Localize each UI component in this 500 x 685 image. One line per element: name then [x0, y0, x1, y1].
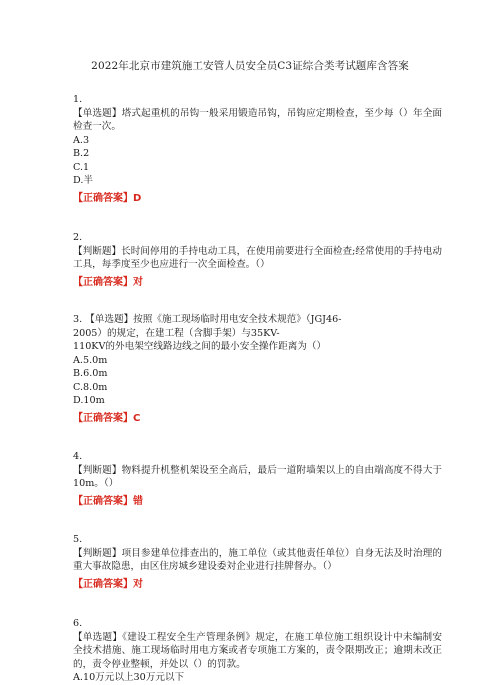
question-number: 5. — [73, 534, 83, 545]
option-c: C.1 — [73, 161, 90, 173]
correct-answer: 【正确答案】错 — [73, 495, 143, 507]
question-text-line-2: 2005）的规定，在建工程（含脚手架）与35KV- — [73, 327, 280, 339]
question-3 — [73, 313, 442, 425]
question-6 — [73, 617, 442, 685]
question-text: 【判断题】物料提升机整机架设至全高后，最后一道附墙架以上的自由端高度不得大于10m。（） — [73, 464, 442, 489]
question-number: 3. — [73, 314, 83, 325]
question-2 — [73, 231, 442, 289]
correct-answer: 【正确答案】对 — [73, 276, 143, 288]
option-d: D.半 — [73, 175, 93, 186]
option-a: A.5.0m — [73, 354, 108, 366]
question-text: 【单选题】《建设工程安全生产管理条例》规定，在施工单位施工组织设计中未编制安全技术措施、施工现场临时用电方案或者专项施工方案的，责令限期改正；逾期未改正的，责令停业整顿，并处以（）的罚款。 — [73, 631, 442, 670]
question-text-line-1 — [73, 313, 442, 327]
question-number: 6. — [73, 618, 83, 629]
correct-answer: 【正确答案】对 — [73, 578, 143, 590]
question-4 — [73, 450, 442, 508]
option-d: D.10m — [73, 395, 105, 406]
question-text: 【单选题】塔式起重机的吊钩一般采用锻造吊钩，吊钩应定期检查，至少每（）年全面检查一次。 — [73, 107, 442, 132]
correct-answer: 【正确答案】C — [73, 412, 141, 424]
correct-answer: 【正确答案】D — [73, 192, 142, 204]
question-text: 【判断题】项目参建单位排查出的，施工单位（或其他责任单位）自身无法及时治理的重大事故隐患，由区住房城乡建设委対企业进行挂牌督办。（） — [73, 547, 442, 572]
document-title: 2022年北京市建筑施工安管人员安全员C3证综合类考试题库含答案 — [91, 60, 409, 72]
question-text: 【判断题】长时间停用的手持电动工具，在使用前要进行全面检查;经常使用的手持电动工具，每季度至少也应进行一次全面检查。（） — [73, 245, 442, 270]
option-a: A.10万元以上30万元以下 — [73, 672, 185, 683]
question-1 — [73, 93, 442, 205]
option-a: A.3 — [73, 134, 90, 146]
question-text-part: 【单选题】按照《施工现场临时用电安全技术规范》（JGJ46- — [85, 314, 342, 325]
question-number: 4. — [73, 451, 83, 462]
option-b: B.6.0m — [73, 368, 108, 379]
option-b: B.2 — [73, 148, 90, 159]
question-number: 1. — [73, 94, 83, 105]
option-c: C.8.0m — [73, 381, 108, 393]
question-text-line-3: 110KV的外电架空线路边线之间的最小安全操作距离为（） — [73, 341, 327, 352]
question-number: 2. — [73, 232, 83, 243]
question-5 — [73, 533, 442, 591]
